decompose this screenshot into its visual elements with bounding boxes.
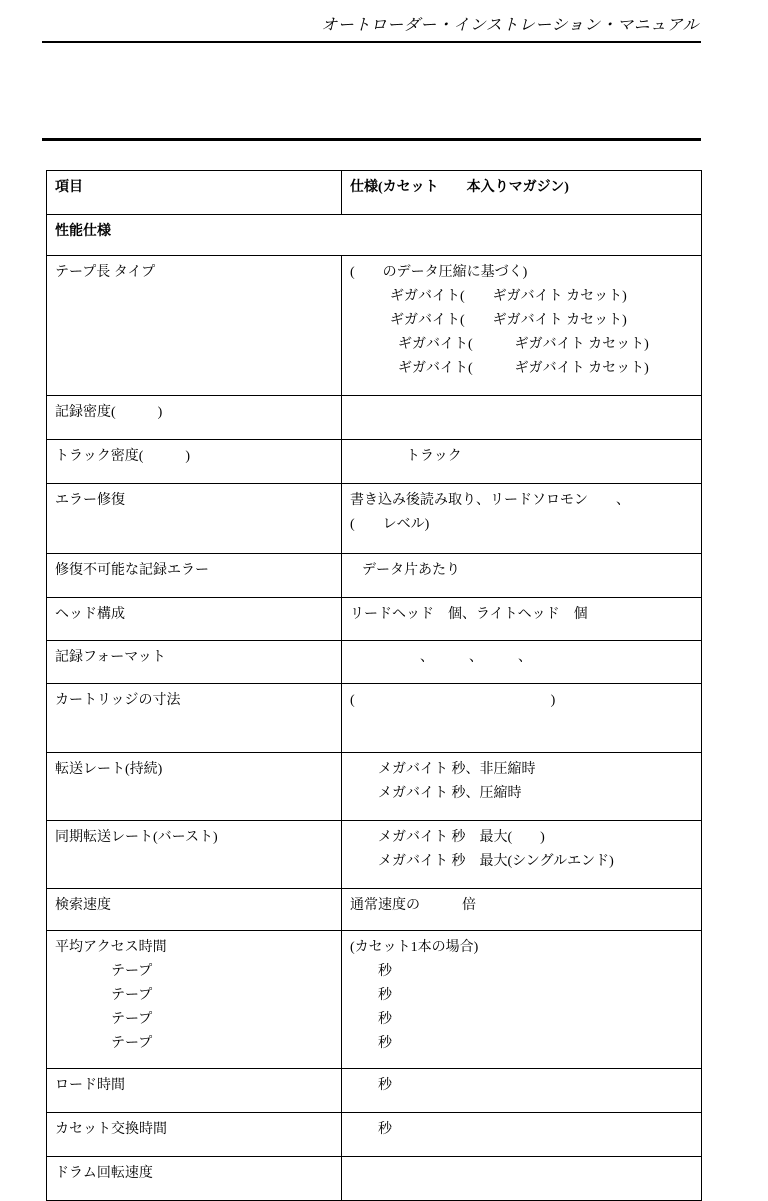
spec-line: メガバイト 秒 最大( ) — [378, 830, 545, 845]
page-sheet — [42, 0, 701, 1201]
table-row — [47, 931, 702, 1069]
spec-cell — [342, 684, 702, 753]
section-cell — [47, 215, 702, 256]
spec-cell — [342, 889, 702, 931]
row-label: ロード時間 — [55, 1078, 125, 1093]
spec-line: ギガバイト( ギガバイト カセット) — [390, 289, 627, 304]
label-cell — [47, 598, 342, 641]
spec-line: データ片あたり — [362, 563, 460, 578]
label-cell — [47, 256, 342, 396]
spec-cell — [342, 1157, 702, 1201]
row-label: ドラム回転速度 — [55, 1166, 153, 1181]
item-header-label: 項目 — [55, 180, 83, 195]
spec-cell — [342, 641, 702, 684]
section-row — [47, 215, 702, 256]
row-label: 平均アクセス時間 — [55, 940, 167, 955]
row-sub-label: テープ — [111, 988, 153, 1003]
spec-line: メガバイト 秒、非圧縮時 — [378, 762, 536, 777]
table-row — [47, 256, 702, 396]
row-label: 検索速度 — [55, 898, 111, 913]
row-label: トラック密度( ) — [55, 449, 191, 464]
row-label: ヘッド構成 — [55, 607, 125, 622]
table-row — [47, 1157, 702, 1201]
label-cell — [47, 753, 342, 821]
label-cell — [47, 1113, 342, 1157]
spec-line: トラック — [406, 449, 462, 464]
row-sub-label: テープ — [111, 1036, 153, 1051]
row-label: 記録フォーマット — [55, 650, 166, 665]
table-row — [47, 641, 702, 684]
label-cell — [47, 440, 342, 484]
label-cell — [47, 931, 342, 1069]
spec-line: メガバイト 秒、圧縮時 — [378, 786, 522, 801]
spec-line: 秒 — [378, 1036, 392, 1051]
table-row — [47, 1113, 702, 1157]
spec-cell — [342, 554, 702, 598]
table-row — [47, 684, 702, 753]
spec-cell — [342, 1113, 702, 1157]
spec-line: 秒 — [378, 964, 392, 979]
spec-line: ( レベル) — [350, 517, 430, 532]
spec-line: (カセット1本の場合) — [350, 940, 479, 955]
spec-cell — [342, 440, 702, 484]
row-label: 記録密度( ) — [55, 405, 163, 420]
item-header-cell — [47, 171, 342, 215]
table-row — [47, 440, 702, 484]
spec-cell — [342, 821, 702, 889]
spec-cell — [342, 931, 702, 1069]
spec-cell — [342, 598, 702, 641]
table-row — [47, 598, 702, 641]
spec-header-label: 仕様(カセット 本入りマガジン) — [350, 180, 569, 195]
spec-line: 秒 — [378, 988, 392, 1003]
spec-line: 秒 — [378, 1122, 392, 1137]
label-cell — [47, 1157, 342, 1201]
spec-table — [46, 170, 702, 1201]
spec-line: 通常速度の 倍 — [350, 898, 476, 913]
label-cell — [47, 641, 342, 684]
row-label: エラー修復 — [55, 493, 125, 508]
label-cell — [47, 889, 342, 931]
row-label: 転送レート(持続) — [55, 762, 163, 777]
row-sub-label: テープ — [111, 1012, 153, 1027]
table-row — [47, 753, 702, 821]
spec-cell — [342, 753, 702, 821]
table-row — [47, 1069, 702, 1113]
spec-cell — [342, 1069, 702, 1113]
section-rule — [42, 138, 701, 141]
row-label: カセット交換時間 — [55, 1122, 167, 1137]
spec-line: ( ) — [350, 693, 556, 708]
table-header-row — [47, 171, 702, 215]
label-cell — [47, 484, 342, 554]
label-cell — [47, 1069, 342, 1113]
spec-line: リードヘッド 個、ライトヘッド 個 — [350, 607, 588, 622]
row-label: カートリッジの寸法 — [55, 693, 181, 708]
spec-line: ギガバイト( ギガバイト カセット) — [398, 337, 649, 352]
spec-cell — [342, 256, 702, 396]
spec-line: 秒 — [378, 1012, 392, 1027]
table-row — [47, 396, 702, 440]
section-label: 性能仕様 — [55, 224, 111, 239]
spec-line: 、 、 、 — [420, 650, 532, 665]
spec-header-cell — [342, 171, 702, 215]
table-row — [47, 889, 702, 931]
row-label: テープ長 タイプ — [55, 265, 156, 280]
table-row — [47, 554, 702, 598]
table-row — [47, 821, 702, 889]
spec-line: ギガバイト( ギガバイト カセット) — [398, 361, 649, 376]
label-cell — [47, 396, 342, 440]
spec-line: ギガバイト( ギガバイト カセット) — [390, 313, 627, 328]
spec-cell — [342, 484, 702, 554]
row-label: 修復不可能な記録エラー — [55, 563, 209, 578]
label-cell — [47, 821, 342, 889]
spec-cell — [342, 396, 702, 440]
spec-line: 書き込み後読み取り、リードソロモン 、 — [350, 493, 630, 508]
spec-line: 秒 — [378, 1078, 392, 1093]
spec-line: ( のデータ圧縮に基づく) — [350, 265, 528, 280]
header-rule — [42, 41, 701, 43]
row-label: 同期転送レート(バースト) — [55, 830, 218, 845]
table-row — [47, 484, 702, 554]
document-title: オートローダー・インストレーション・マニュアル — [321, 17, 699, 34]
label-cell — [47, 554, 342, 598]
row-sub-label: テープ — [111, 964, 153, 979]
label-cell — [47, 684, 342, 753]
spec-line: メガバイト 秒 最大(シングルエンド) — [378, 854, 614, 869]
